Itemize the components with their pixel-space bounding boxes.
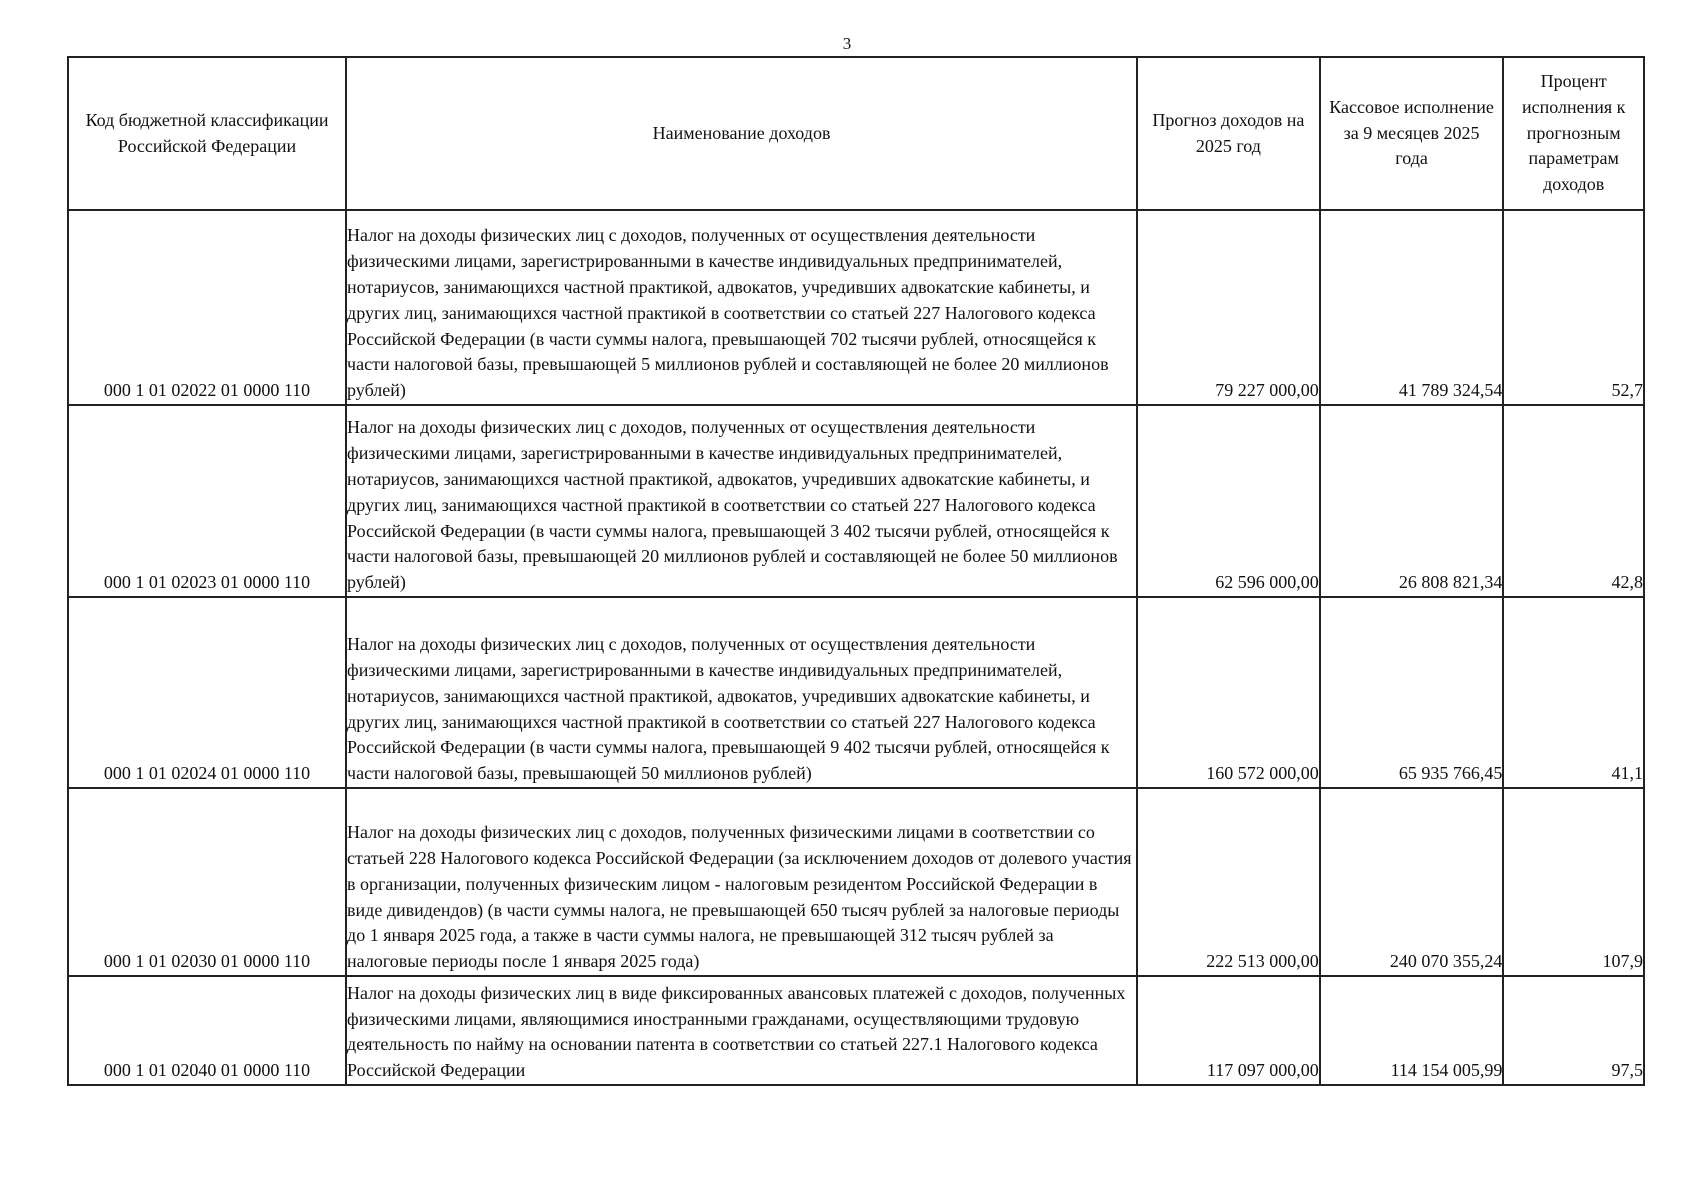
cell-name: Налог на доходы физических лиц с доходов, полученных от осуществления деятельности физическими лицами, зарегистрированными в качестве индивидуальных предпринимателей, нотариусов, занимающихся частной практикой, адвокатов, учредивших адвокатские кабинеты, и других лиц, занимающихся частной практикой в соответствии со статьей 227 Налогового кодекса Российской Федерации (в части суммы налога, превышающей 9 402 тысячи рублей, относящейся к части налоговой базы, превышающей 50 миллионов рублей): [346, 597, 1137, 788]
cell-execution: 114 154 005,99: [1320, 976, 1504, 1085]
header-code: Код бюджетной классификации Российской Федерации: [68, 57, 346, 210]
page-number: 3: [842, 34, 852, 53]
header-name: Наименование доходов: [346, 57, 1137, 210]
cell-percent: 41,1: [1503, 597, 1644, 788]
cell-forecast: 62 596 000,00: [1137, 405, 1320, 597]
cell-code: 000 1 01 02040 01 0000 110: [68, 976, 346, 1085]
cell-execution: 65 935 766,45: [1320, 597, 1504, 788]
table-row: [68, 597, 1644, 788]
cell-execution: 240 070 355,24: [1320, 788, 1504, 976]
cell-name: Налог на доходы физических лиц в виде фиксированных авансовых платежей с доходов, полученных физическими лицами, являющимися иностранными гражданами, осуществляющими трудовую деятельность по найму на основании патента в соответствии со статьей 227.1 Налогового кодекса Российской Федерации: [346, 976, 1137, 1085]
header-execution: Кассовое исполнение за 9 месяцев 2025 года: [1320, 57, 1504, 210]
cell-name: Налог на доходы физических лиц с доходов, полученных от осуществления деятельности физическими лицами, зарегистрированными в качестве индивидуальных предпринимателей, нотариусов, занимающихся частной практикой, адвокатов, учредивших адвокатские кабинеты, и других лиц, занимающихся частной практикой в соответствии со статьей 227 Налогового кодекса Российской Федерации (в части суммы налога, превышающей 702 тысячи рублей, относящейся к части налоговой базы, превышающей 5 миллионов рублей и составляющей не более 20 миллионов рублей): [346, 210, 1137, 405]
cell-percent: 52,7: [1503, 210, 1644, 405]
cell-name: Налог на доходы физических лиц с доходов, полученных физическими лицами в соответствии со статьей 228 Налогового кодекса Российской Федерации (за исключением доходов от долевого участия в организации, полученных физическим лицом - налоговым резидентом Российской Федерации в виде дивидендов) (в части суммы налога, не превышающей 650 тысяч рублей за налоговые периоды до 1 января 2025 года, а также в части суммы налога, не превышающей 312 тысяч рублей за налоговые периоды после 1 января 2025 года): [346, 788, 1137, 976]
table-row: [68, 405, 1644, 597]
table-row: [68, 976, 1644, 1085]
cell-code: 000 1 01 02030 01 0000 110: [68, 788, 346, 976]
table-header-row: [68, 57, 1644, 210]
cell-percent: 42,8: [1503, 405, 1644, 597]
cell-execution: 26 808 821,34: [1320, 405, 1504, 597]
cell-execution: 41 789 324,54: [1320, 210, 1504, 405]
cell-forecast: 117 097 000,00: [1137, 976, 1320, 1085]
cell-code: 000 1 01 02022 01 0000 110: [68, 210, 346, 405]
header-percent: Процент исполнения к прогнозным параметрам доходов: [1503, 57, 1644, 210]
cell-forecast: 222 513 000,00: [1137, 788, 1320, 976]
table-row: [68, 210, 1644, 405]
cell-forecast: 160 572 000,00: [1137, 597, 1320, 788]
cell-percent: 107,9: [1503, 788, 1644, 976]
income-table: [67, 56, 1645, 1086]
header-forecast: Прогноз доходов на 2025 год: [1137, 57, 1320, 210]
cell-forecast: 79 227 000,00: [1137, 210, 1320, 405]
table-row: [68, 788, 1644, 976]
cell-code: 000 1 01 02023 01 0000 110: [68, 405, 346, 597]
cell-code: 000 1 01 02024 01 0000 110: [68, 597, 346, 788]
cell-percent: 97,5: [1503, 976, 1644, 1085]
cell-name: Налог на доходы физических лиц с доходов, полученных от осуществления деятельности физическими лицами, зарегистрированными в качестве индивидуальных предпринимателей, нотариусов, занимающихся частной практикой, адвокатов, учредивших адвокатские кабинеты, и других лиц, занимающихся частной практикой в соответствии со статьей 227 Налогового кодекса Российской Федерации (в части суммы налога, превышающей 3 402 тысячи рублей, относящейся к части налоговой базы, превышающей 20 миллионов рублей и составляющей не более 50 миллионов рублей): [346, 405, 1137, 597]
